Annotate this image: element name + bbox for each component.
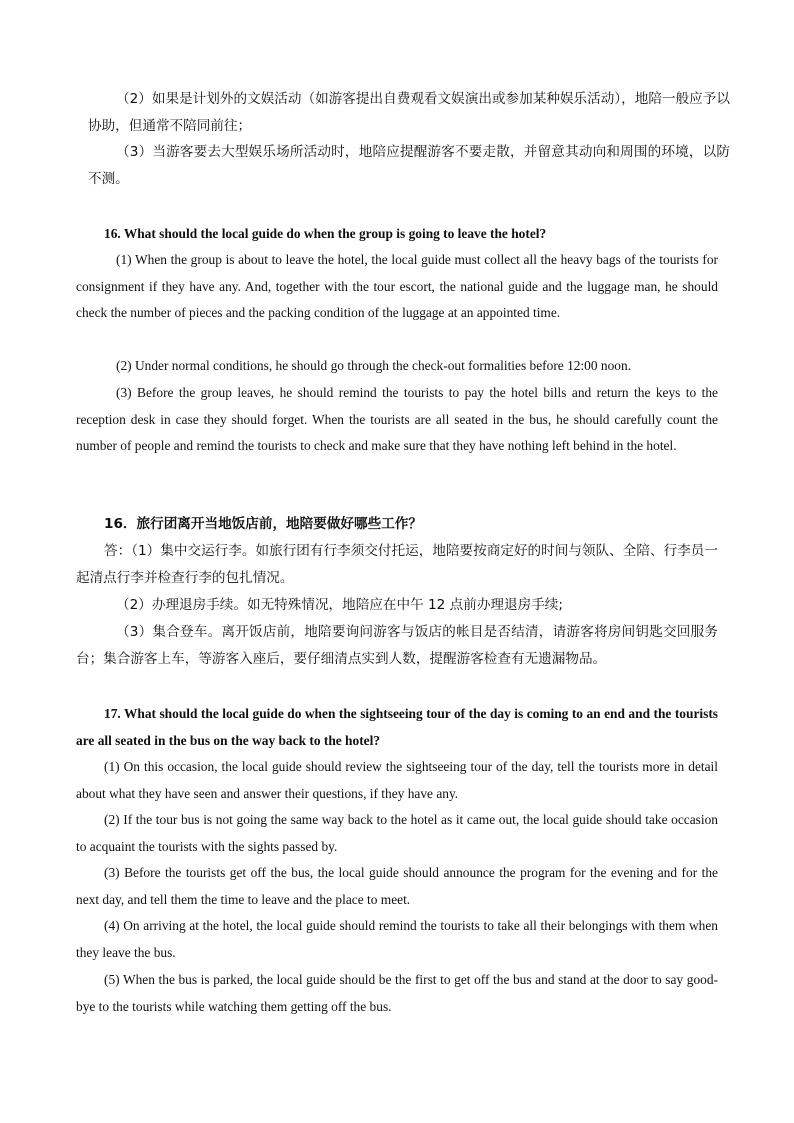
question-16-chinese-answer-2: （2）办理退房手续。如无特殊情况，地陪应在中午 12 点前办理退房手续; <box>116 597 563 613</box>
question-16-chinese-answer-1: 答：（1）集中交运行李。如旅行团有行李须交付托运，地陪要按商定好的时间与领队、全陪、行李员一起清点行李并检查行李的包扎情况。 <box>76 543 718 586</box>
question-16-chinese-heading: 16．旅行团离开当地饭店前，地陪要做好哪些工作？ <box>104 516 422 532</box>
question-16-english-item-2: (2) Under normal conditions, he should go through the check-out formalities before 12:00 noon. <box>116 358 632 373</box>
question-17-english-item-1: (1) On this occasion, the local guide should review the sightseeing tour of the day, tell the tourists more in detail about what they have seen and answer their questions, if they have any. <box>76 759 718 801</box>
question-16-chinese-answer-3: （3）集合登车。离开饭店前，地陪要询问游客与饭店的帐目是否结清，请游客将房间钥匙交回服务台；集合游客上车，等游客入座后，要仔细清点实到人数，提醒游客检查有无遗漏物品。 <box>76 624 718 667</box>
question-17-english-heading: 17. What should the local guide do when the sightseeing tour of the day is coming to an end and the tourists are all seated in the bus on the way back to the hotel? <box>76 706 718 748</box>
previous-answer-item-2: （2）如果是计划外的文娱活动（如游客提出自费观看文娱演出或参加某种娱乐活动），地陪一般应予以协助，但通常不陪同前往； <box>88 91 730 134</box>
question-17-english-item-4: (4) On arriving at the hotel, the local guide should remind the tourists to take all their belongings with them when they leave the bus. <box>76 918 718 960</box>
question-17-english-item-2: (2) If the tour bus is not going the same way back to the hotel as it came out, the local guide should take occasion to acquaint the tourists with the sights passed by. <box>76 812 718 854</box>
question-16-english-heading: 16. What should the local guide do when the group is going to leave the hotel? <box>104 226 547 241</box>
question-16-english-item-1: (1) When the group is about to leave the hotel, the local guide must collect all the heavy bags of the tourists for consignment if they have any. And, together with the tour escort, the national guide and the luggage man, he should check the number of pieces and the packing condition of the luggage at an appointed time. <box>76 252 718 321</box>
question-17-english-item-3: (3) Before the tourists get off the bus, the local guide should announce the program for the evening and for the next day, and tell them the time to leave and the place to meet. <box>76 865 718 907</box>
question-17-english-item-5: (5) When the bus is parked, the local guide should be the first to get off the bus and stand at the door to say good-bye to the tourists while watching them getting off the bus. <box>76 972 718 1014</box>
previous-answer-item-3: （3）当游客要去大型娱乐场所活动时，地陪应提醒游客不要走散，并留意其动向和周围的环境，以防不测。 <box>88 144 730 187</box>
question-16-english-item-3: (3) Before the group leaves, he should remind the tourists to pay the hotel bills and return the keys to the reception desk in case they should forget. When the tourists are all seated in the bus, he should carefully count the number of people and remind the tourists to check and make sure that they have nothing left behind in the hotel. <box>76 385 718 454</box>
